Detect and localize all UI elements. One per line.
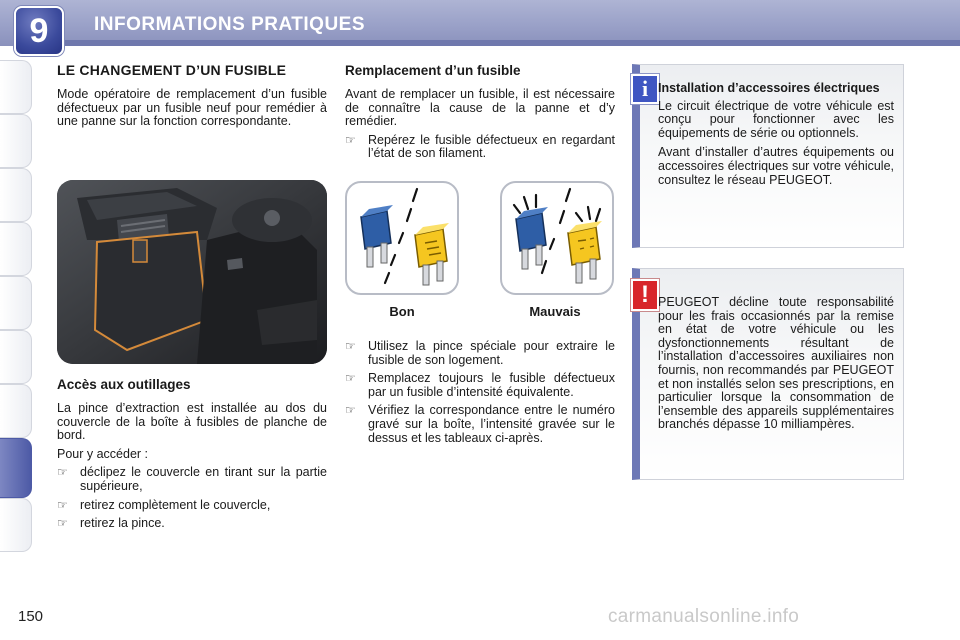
warning-box-content [658,296,894,438]
replacement-intro: Avant de remplacer un fusible, il est nécessaire de connaître la cause de la panne et d’y remédier. [345,87,615,129]
list-item: ☞ Utilisez la pince spéciale pour extraire le fusible de son logement. [345,339,615,367]
chapter-tab[interactable] [0,330,32,384]
info-box-para-1: Le circuit électrique de votre véhicule est conçu pour fonctionner avec les équipements de série ou optionnels. [658,98,894,140]
access-para-1: La pince d’extraction est installée au dos du couvercle de la boîte à fusibles de planche de bord. [57,401,327,443]
warning-text: PEUGEOT décline toute responsabilité pour les frais occasionnés par la remise en état de votre véhicule ou les dysfonctionnements résultant de l’installation d’accessoires auxiliaires non fournis, non recommandés par PEUGEOT et non installés selon ses prescriptions, en particulier lorsque la consommation de l’ensemble des appareils supplémentaires branchés dépasse 10 milliampères. [658,295,894,432]
chapter-tab[interactable] [0,498,32,552]
header-strip [56,40,960,46]
fuse-bad-icon [502,183,612,293]
watermark: carmanualsonline.info [608,606,800,627]
pointing-hand-icon: ☞ [345,339,356,353]
pointing-hand-icon: ☞ [57,516,68,531]
chapter-tab[interactable] [0,60,32,114]
access-para-2: Pour y accéder : [57,446,149,461]
fuse-good-icon [347,183,457,293]
fuse-bad-label: Mauvais [529,304,581,319]
warning-box [632,268,904,480]
intro-text: Mode opératoire de remplacement d’un fusible défectueux par un fusible neuf pour remédier à une panne sur la fonction correspondante. [57,87,327,129]
access-section [57,376,327,536]
middle-column [345,62,615,166]
info-icon: i [631,74,659,104]
replacement-steps [345,340,615,450]
dashboard-photo [57,180,327,364]
info-box-content [658,82,894,193]
list-item: ☞ retirez complètement le couvercle, [57,497,271,512]
chapter-tab[interactable] [0,384,32,438]
replacement-bullets [345,340,615,445]
pointing-hand-icon: ☞ [57,465,68,480]
fuse-bad-image [500,181,614,295]
chapter-tab[interactable] [0,114,32,168]
pointing-hand-icon: ☞ [345,371,356,386]
replacement-title: Remplacement d’un fusible [345,63,521,78]
list-item: ☞ Repérez le fusible défectueux en regardant l’état de son filament. [345,132,615,161]
replacement-bullets-top [345,134,615,161]
section-title: LE CHANGEMENT D’UN FUSIBLE [57,62,287,78]
access-title: Accès aux outillages [57,377,191,392]
page-number: 150 [18,608,44,625]
page-title: INFORMATIONS PRATIQUES [94,14,366,35]
list-item: ☞ Remplacez toujours le fusible défectueux par un fusible d’intensité équivalente. [345,371,615,399]
pointing-hand-icon: ☞ [57,497,68,512]
warning-icon: ! [631,279,659,311]
pointing-hand-icon: ☞ [345,132,356,147]
info-box-para-2: Avant d’installer d’autres équipements ou accessoires électriques sur votre véhicule, consultez le réseau PEUGEOT. [658,145,894,187]
chapter-tab[interactable] [0,222,32,276]
chapter-tab-active[interactable] [0,438,32,498]
chapter-badge: 9 [14,6,64,56]
access-bullets [57,466,327,530]
info-box-title: Installation d’accessoires électriques [658,81,880,95]
pointing-hand-icon: ☞ [345,403,356,418]
list-item: ☞ retirez la pince. [57,516,165,531]
fuse-good-image [345,181,459,295]
fuse-good-label: Bon [389,304,415,319]
left-column [57,62,327,134]
info-box [632,64,904,248]
chapter-tab[interactable] [0,168,32,222]
dashboard-illustration [57,180,327,364]
chapter-tab[interactable] [0,276,32,330]
list-item: ☞ déclipez le couvercle en tirant sur la partie supérieure, [57,465,327,493]
list-item: ☞ Vérifiez la correspondance entre le numéro gravé sur la boîte, l’intensité gravée sur le dessus et les tableaux ci-après. [345,403,615,445]
